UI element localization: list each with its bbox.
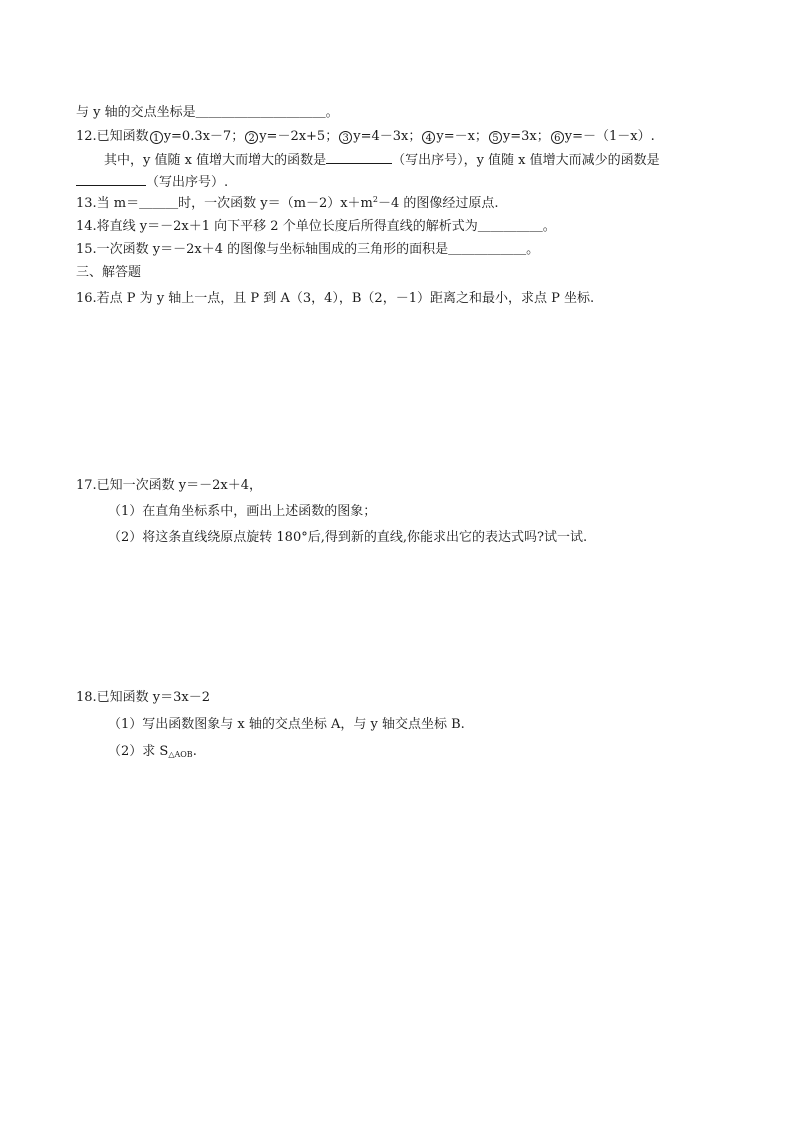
q18-area-subscript: △AOB: [168, 750, 193, 759]
q12-decreasing-prompt: （写出序号），y 值随 x 值增大而减少的函数是: [392, 153, 660, 168]
q11-continuation: 与 y 轴的交点坐标是＿＿＿＿＿＿＿＿＿＿。: [76, 105, 339, 120]
q12-increasing-prompt: 其中，y 值随 x 值增大而增大的函数是: [104, 153, 327, 168]
q12-function-6: y=－（1－x）.: [564, 129, 655, 144]
q12-stem: [76, 128, 734, 146]
circled-number-3: 3: [339, 131, 352, 144]
q17-part1: （1）在直角坐标系中，画出上述函数的图象；: [108, 504, 377, 519]
answer-blank-increasing[interactable]: [326, 150, 392, 164]
circled-number-6: 6: [551, 131, 564, 144]
q13: [76, 195, 734, 213]
q16: 16.若点 P 为 y 轴上一点，且 P 到 A（3，4），B（2，－1）距离之和最小，求点 P 坐标.: [76, 291, 595, 306]
circled-number-4: 4: [422, 131, 435, 144]
q12-function-5: y=3x；: [502, 129, 550, 144]
q18-part2-end: .: [192, 744, 197, 759]
q12-function-4: y=－x；: [436, 129, 488, 144]
q18-part2-text: （2）求 S: [108, 744, 169, 759]
q17-part2: （2）将这条直线绕原点旋转 180°后,得到新的直线,你能求出它的表达式吗?试一试.: [108, 530, 588, 545]
section-heading: 三、解答题: [76, 265, 142, 280]
circled-number-5: 5: [489, 131, 502, 144]
q13-text-b: －4 的图像经过原点.: [377, 196, 499, 211]
q13-text-a: 13.当 m＝＿＿＿时，一次函数 y＝（m－2）x＋m: [76, 196, 373, 211]
q12-line2: [104, 150, 734, 170]
q14: 14.将直线 y＝－2x＋1 向下平移 2 个单位长度后所得直线的解析式为＿＿＿＿＿。: [76, 219, 556, 234]
q12-function-3: y=4－3x；: [353, 129, 422, 144]
q12-line3-text: （写出序号）.: [146, 175, 229, 190]
circled-number-2: 2: [245, 131, 258, 144]
q13-exponent: 2: [372, 195, 378, 204]
q18-part1: （1）写出函数图象与 x 轴的交点坐标 A，与 y 轴交点坐标 B.: [108, 717, 465, 732]
q12-function-1: y=0.3x－7；: [163, 129, 245, 144]
q17-stem: 17.已知一次函数 y＝－2x＋4，: [76, 478, 263, 493]
q18-part2: [108, 743, 734, 761]
answer-blank-decreasing[interactable]: [76, 172, 146, 186]
q12-line3: [76, 172, 734, 192]
q12-function-2: y=－2x+5；: [259, 129, 339, 144]
q12-prefix: 12.已知函数: [76, 129, 149, 144]
q18-stem: 18.已知函数 y＝3x－2: [76, 690, 211, 705]
circled-number-1: 1: [150, 131, 163, 144]
q15: 15.一次函数 y＝－2x＋4 的图像与坐标轴围成的三角形的面积是＿＿＿＿＿＿。: [76, 242, 540, 257]
